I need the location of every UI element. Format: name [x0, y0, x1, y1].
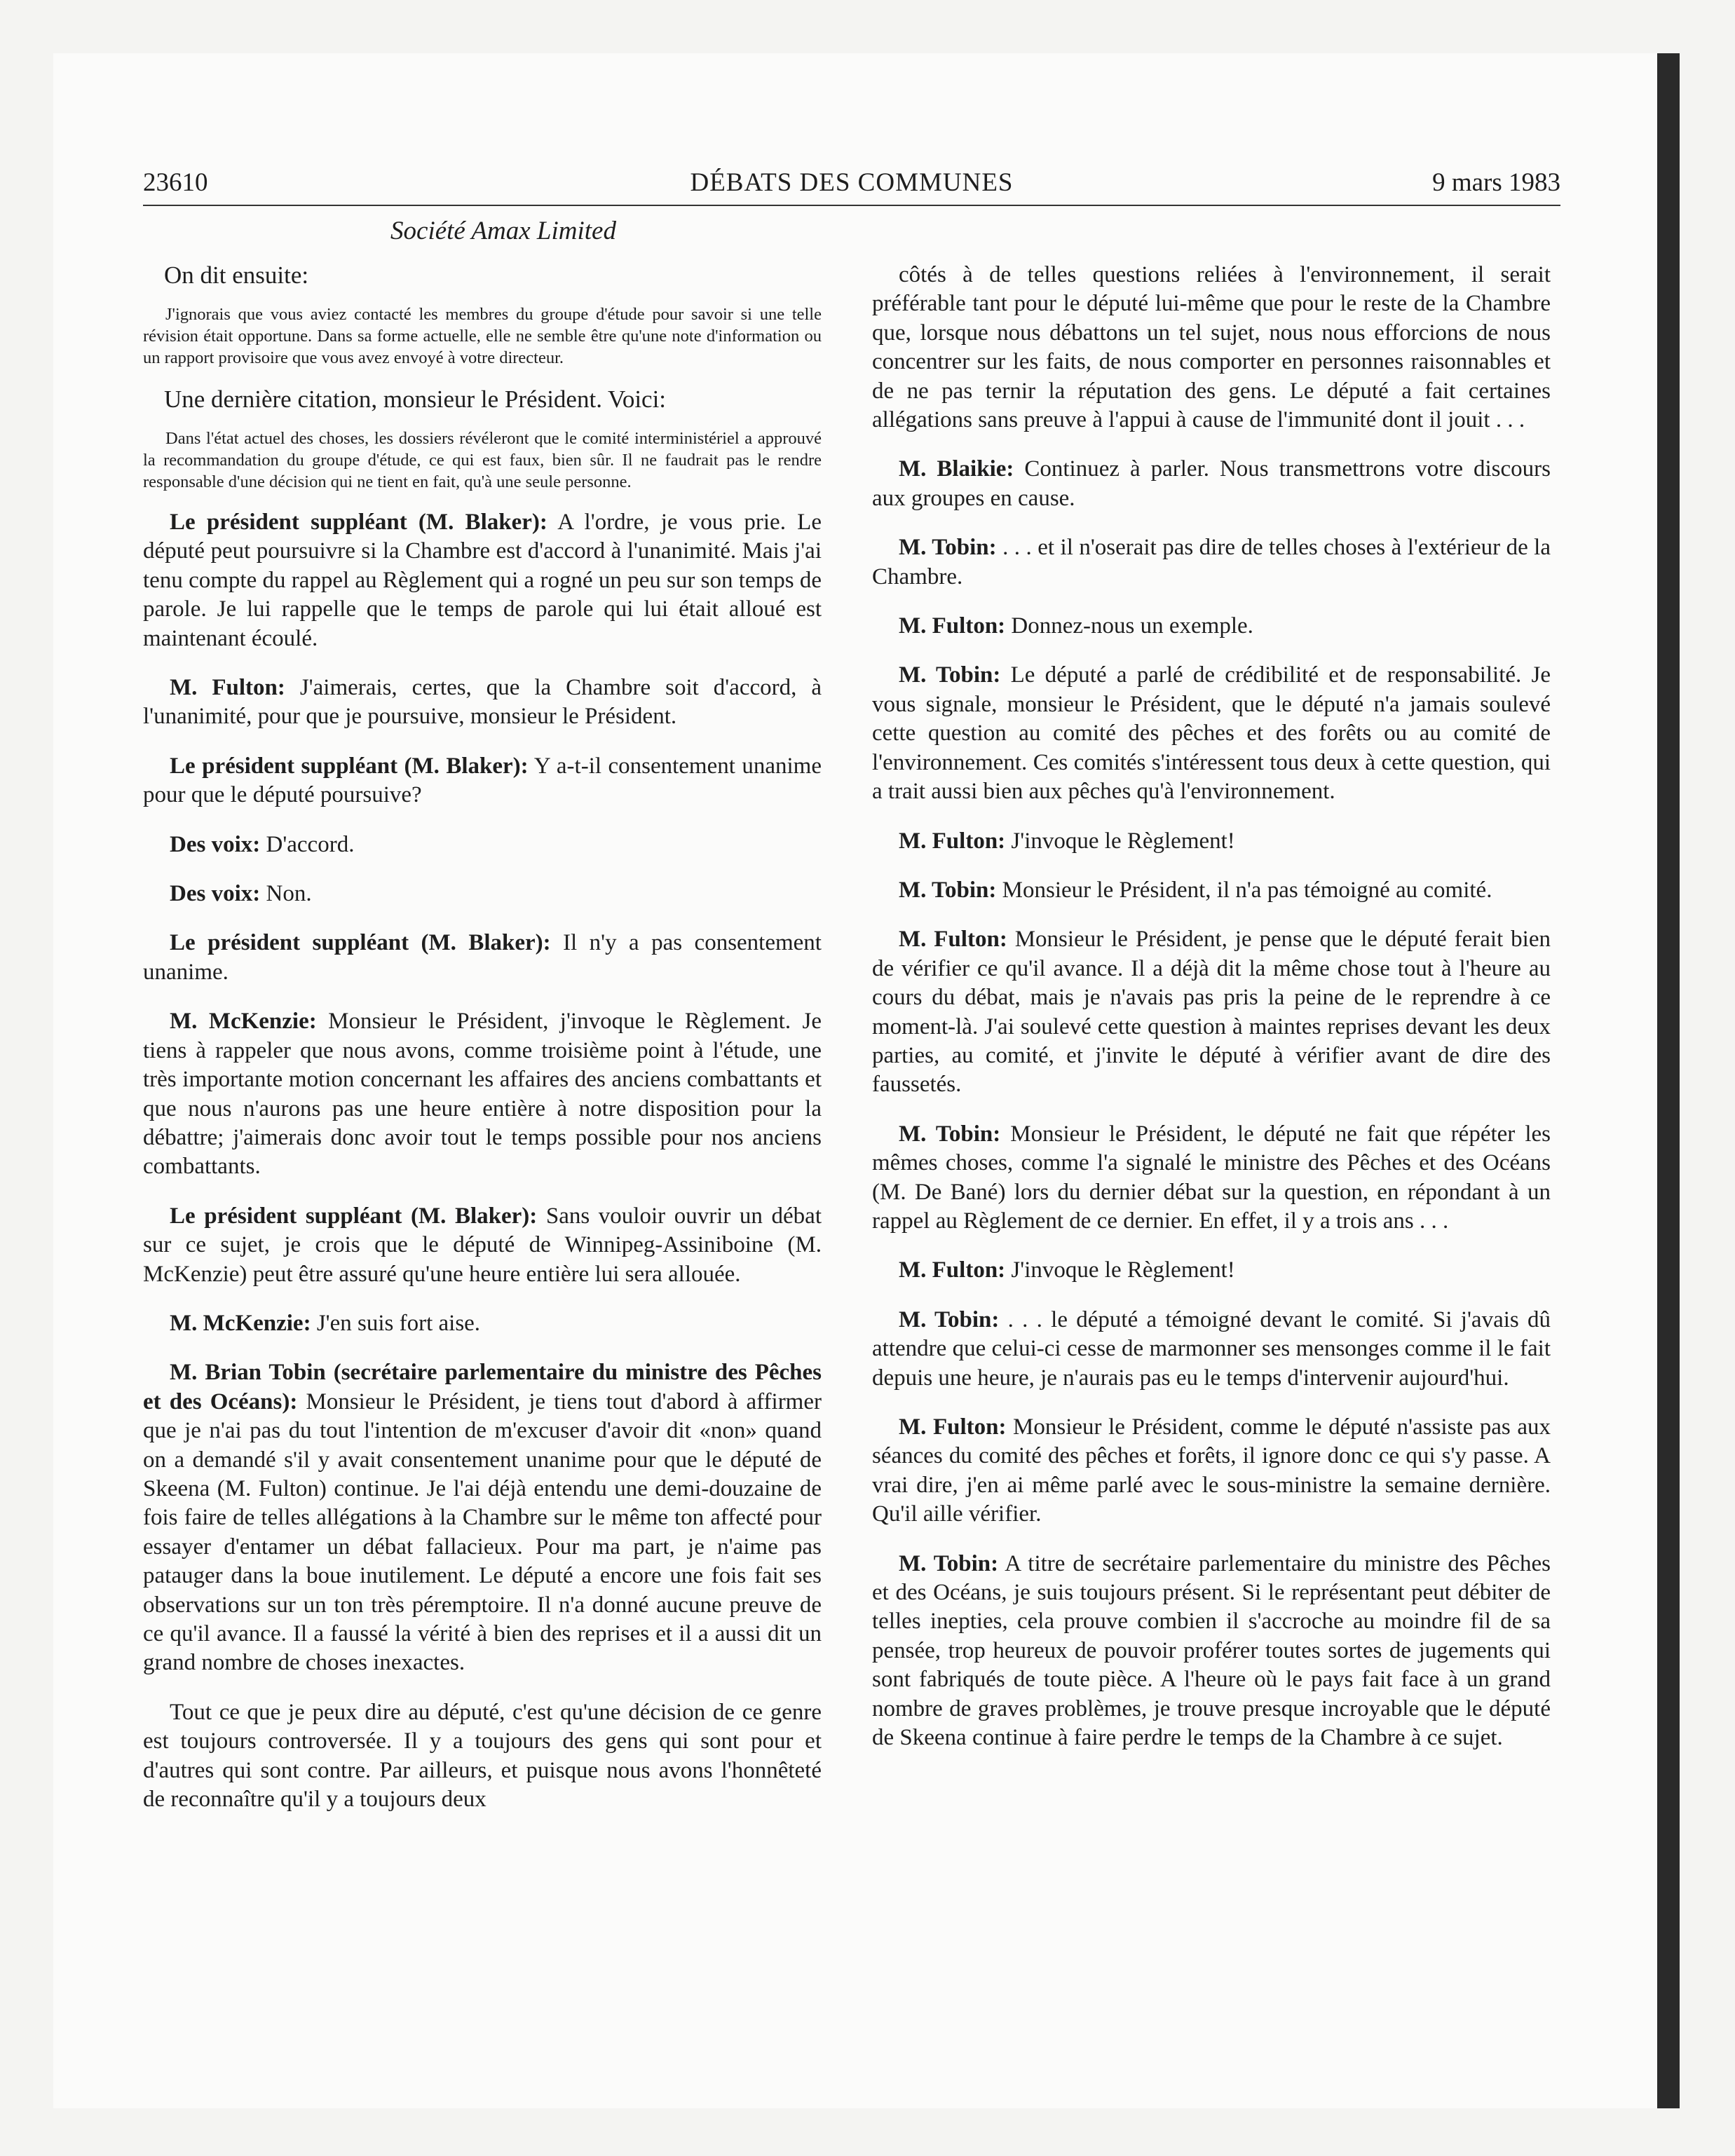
issue-date: 9 mars 1983	[1432, 168, 1560, 197]
speech-paragraph	[872, 1550, 1551, 1753]
intro-line-2: Une dernière citation, monsieur le Président. Voici:	[164, 386, 667, 413]
speech-text: Le député a parlé de crédibilité et de responsabilité. Je vous signale, monsieur le Président, que le député n'a jamais soulevé cette question au comité des pêches et des forêts ou au comité de l'environnement. Ces comités s'intéressent tous deux à cette question, qui a trait aussi bien aux pêches qu'à l'environnement.	[872, 662, 1551, 805]
speech-paragraph	[143, 752, 822, 810]
speaker-name: M. Fulton:	[899, 1414, 1007, 1440]
intro-line-1: On dit ensuite:	[164, 261, 309, 289]
speaker-name: M. Fulton:	[899, 828, 1006, 854]
speaker-name: Des voix:	[170, 831, 261, 857]
speech-text: Monsieur le Président, comme le député n'assiste pas aux séances du comité des pêches et forêts, il ignore donc ce qui s'y passe. A vrai dire, j'en ai même parlé avec le sous-ministre la semaine dernière. Qu'il aille vérifier.	[872, 1414, 1551, 1527]
speaker-name: M. Tobin:	[899, 662, 1001, 688]
speaker-name: Le président suppléant (M. Blaker):	[170, 510, 547, 535]
speech-text: A l'ordre, je vous prie. Le député peut poursuivre si la Chambre est d'accord à l'unanimité. Mais j'ai tenu compte du rappel au Règlement qui a rogné un peu sur son temps de parole. Je lui rappelle que le temps de parole qui lui était alloué est maintenant écoulé.	[143, 510, 822, 651]
speech-text: Il n'y a pas consentement unanime.	[143, 930, 822, 985]
left-paragraphs	[143, 508, 822, 1814]
speech-paragraph	[872, 533, 1551, 592]
speech-paragraph	[872, 455, 1551, 513]
speaker-name: M. Blaikie:	[899, 456, 1014, 482]
speaker-name: Des voix:	[170, 881, 261, 907]
speech-text: D'accord.	[260, 831, 355, 857]
page-number: 23610	[143, 168, 208, 197]
speech-text: Sans vouloir ouvrir un débat sur ce sujet, je crois que le député de Winnipeg-Assiniboine (M. McKenzie) peut être assuré qu'une heure entière lui sera allouée.	[143, 1203, 822, 1287]
speech-paragraph	[143, 1202, 822, 1289]
speech-text: . . . et il n'oserait pas dire de telles choses à l'extérieur de la Chambre.	[872, 535, 1551, 589]
scan-edge-bar	[1657, 53, 1680, 2108]
speech-text: côtés à de telles questions reliées à l'environnement, il serait préférable tant pour le député lui-même que pour le reste de la Chambre que, lorsque nous débattons un tel sujet, nous nous efforcions de nous concentrer sur les faits, de nous comporter en personnes raisonnables et de ne pas ternir la réputation des gens. Le député a fait certaines allégations sans preuve à l'appui à cause de l'immunité dont il jouit . . .	[872, 262, 1551, 433]
speech-text: Monsieur le Président, je pense que le député ferait bien de vérifier ce qu'il avance. Il a déjà dit la même chose tout à l'heure au cours du débat, mais je n'avais pas pris la peine de le reprendre à ce moment-là. J'ai soulevé cette question à maintes reprises devant les deux parties, au comité, et j'invite le député à vérifier avant de dire des faussetés.	[872, 927, 1551, 1098]
publication-title: DÉBATS DES COMMUNES	[690, 168, 1014, 197]
speech-text: Monsieur le Président, le député ne fait que répéter les mêmes choses, comme l'a signalé le ministre des Pêches et des Océans (M. De Bané) lors du dernier débat sur la question, en répondant à un rappel au Règlement de ce dernier. En effet, il y a trois ans . . .	[872, 1121, 1551, 1234]
left-column	[143, 213, 822, 1834]
speaker-name: M. Brian Tobin (secrétaire parlementaire du ministre des Pêches et des Océans):	[143, 1360, 822, 1414]
speech-text: J'invoque le Règlement!	[1005, 1257, 1235, 1283]
speech-paragraph	[872, 827, 1551, 856]
speech-text: Continuez à parler. Nous transmettrons votre discours aux groupes en cause.	[872, 456, 1551, 511]
speaker-name: Le président suppléant (M. Blaker):	[170, 1203, 538, 1229]
header-rule	[143, 205, 1560, 206]
speech-text: J'aimerais, certes, que la Chambre soit d'accord, à l'unanimité, pour que je poursuive, monsieur le Président.	[143, 675, 822, 730]
speech-paragraph	[143, 929, 822, 987]
speech-paragraph	[143, 1698, 822, 1815]
speaker-name: M. Tobin:	[899, 535, 997, 561]
speech-paragraph	[143, 674, 822, 732]
speech-paragraph	[872, 1120, 1551, 1236]
speaker-name: M. Fulton:	[899, 1257, 1006, 1283]
speech-text: J'invoque le Règlement!	[1005, 828, 1235, 854]
speaker-name: M. Tobin:	[899, 1121, 1001, 1147]
speech-text: Monsieur le Président, je tiens tout d'abord à affirmer que je n'ai pas du tout l'intention de m'excuser d'avoir dit «non» quand on a demandé s'il y avait consentement unanime pour que le député de Skeena (M. Fulton) continue. Je l'ai déjà entendu une demi-douzaine de fois faire de telles allégations à la Chambre sur le même ton affecté pour essayer d'entamer un débat fallacieux. Pour ma part, je n'aime pas patauger dans la boue inutilement. Le député a encore une fois fait ses observations sur un ton très péremptoire. Il n'a donné aucune preuve de ce qu'il avance. Il a faussé la vérité à bien des reprises et il a aussi dit un grand nombre de choses inexactes.	[143, 1389, 822, 1676]
speech-text: J'en suis fort aise.	[311, 1310, 481, 1336]
speech-paragraph	[872, 661, 1551, 806]
speech-paragraph	[872, 1306, 1551, 1393]
speech-paragraph	[143, 831, 822, 859]
speaker-name: M. Tobin:	[899, 877, 997, 903]
speech-paragraph	[872, 612, 1551, 641]
speaker-name: M. Tobin:	[899, 1550, 999, 1576]
speaker-name: Le président suppléant (M. Blaker):	[170, 930, 551, 956]
speech-text: Y a-t-il consentement unanime pour que le député poursuive?	[143, 753, 822, 808]
speech-text: Non.	[260, 881, 312, 907]
speech-paragraph	[143, 508, 822, 653]
speech-paragraph	[872, 1256, 1551, 1285]
speaker-name: M. McKenzie:	[170, 1009, 317, 1035]
speaker-name: M. Fulton:	[899, 613, 1006, 639]
speech-paragraph	[872, 925, 1551, 1099]
block-quote-1: J'ignorais que vous aviez contacté les membres du groupe d'étude pour savoir si une telle révision était opportune. Dans sa forme actuelle, elle ne semble être qu'une note d'information ou un rapport provisoire que vous avez envoyé à votre directeur.	[143, 305, 822, 367]
speech-paragraph	[143, 880, 822, 908]
right-column	[872, 261, 1551, 1773]
speaker-name: Le président suppléant (M. Blaker):	[170, 753, 529, 779]
speech-text: A titre de secrétaire parlementaire du ministre des Pêches et des Océans, je suis toujours présent. Si le représentant peut débiter de telles inepties, cela prouve combien il s'accroche au moindre fil de sa pensée, trop heureux de pouvoir proférer toutes sortes de jugements qui sont fabriqués de toute pièce. A l'heure où le pays fait face à un grand nombre de graves problèmes, je trouve presque incroyable que le député de Skeena continue à faire perdre le temps de la Chambre à ce sujet.	[872, 1550, 1551, 1751]
speech-paragraph	[143, 1309, 822, 1338]
speech-text: Tout ce que je peux dire au député, c'est qu'une décision de ce genre est toujours controversée. Il y a toujours des gens qui sont pour et d'autres qui sont contre. Par ailleurs, et puisque nous avons l'honnêteté de reconnaître qu'il y a toujours deux	[143, 1699, 822, 1813]
speech-paragraph	[872, 876, 1551, 905]
speech-paragraph	[872, 1413, 1551, 1529]
speech-text: Monsieur le Président, j'invoque le Règlement. Je tiens à rappeler que nous avons, comme troisième point à l'étude, une très importante motion concernant les affaires des anciens combattants et que nous n'aurons pas une heure entière à notre disposition pour la débattre; j'aimerais donc avoir tout le temps possible pour nos anciens combattants.	[143, 1009, 822, 1180]
speech-paragraph	[872, 261, 1551, 435]
speech-paragraph	[143, 1007, 822, 1181]
speaker-name: M. Fulton:	[899, 927, 1007, 953]
speech-paragraph	[143, 1358, 822, 1677]
speaker-name: M. Tobin:	[899, 1306, 1000, 1332]
block-quote-2: Dans l'état actuel des choses, les dossiers révéleront que le comité interministériel a approuvé la recommandation du groupe d'étude, ce qui est faux, bien sûr. Il ne faudrait pas le rendre responsable d'une décision qui ne tient en fait, qu'à une seule personne.	[143, 429, 822, 491]
speaker-name: M. McKenzie:	[170, 1310, 311, 1336]
section-subtitle: Société Amax Limited	[390, 217, 616, 245]
running-header	[143, 165, 1560, 205]
speech-text: Donnez-nous un exemple.	[1005, 613, 1253, 639]
speaker-name: M. Fulton:	[170, 675, 285, 701]
right-paragraphs	[872, 261, 1551, 1752]
speech-text: . . . le député a témoigné devant le comité. Si j'avais dû attendre que celui-ci cesse de marmonner ses mensonges comme il le fait depuis une heure, je n'aurais pas eu le temps d'intervenir aujourd'hui.	[872, 1306, 1551, 1391]
speech-text: Monsieur le Président, il n'a pas témoigné au comité.	[996, 877, 1492, 903]
